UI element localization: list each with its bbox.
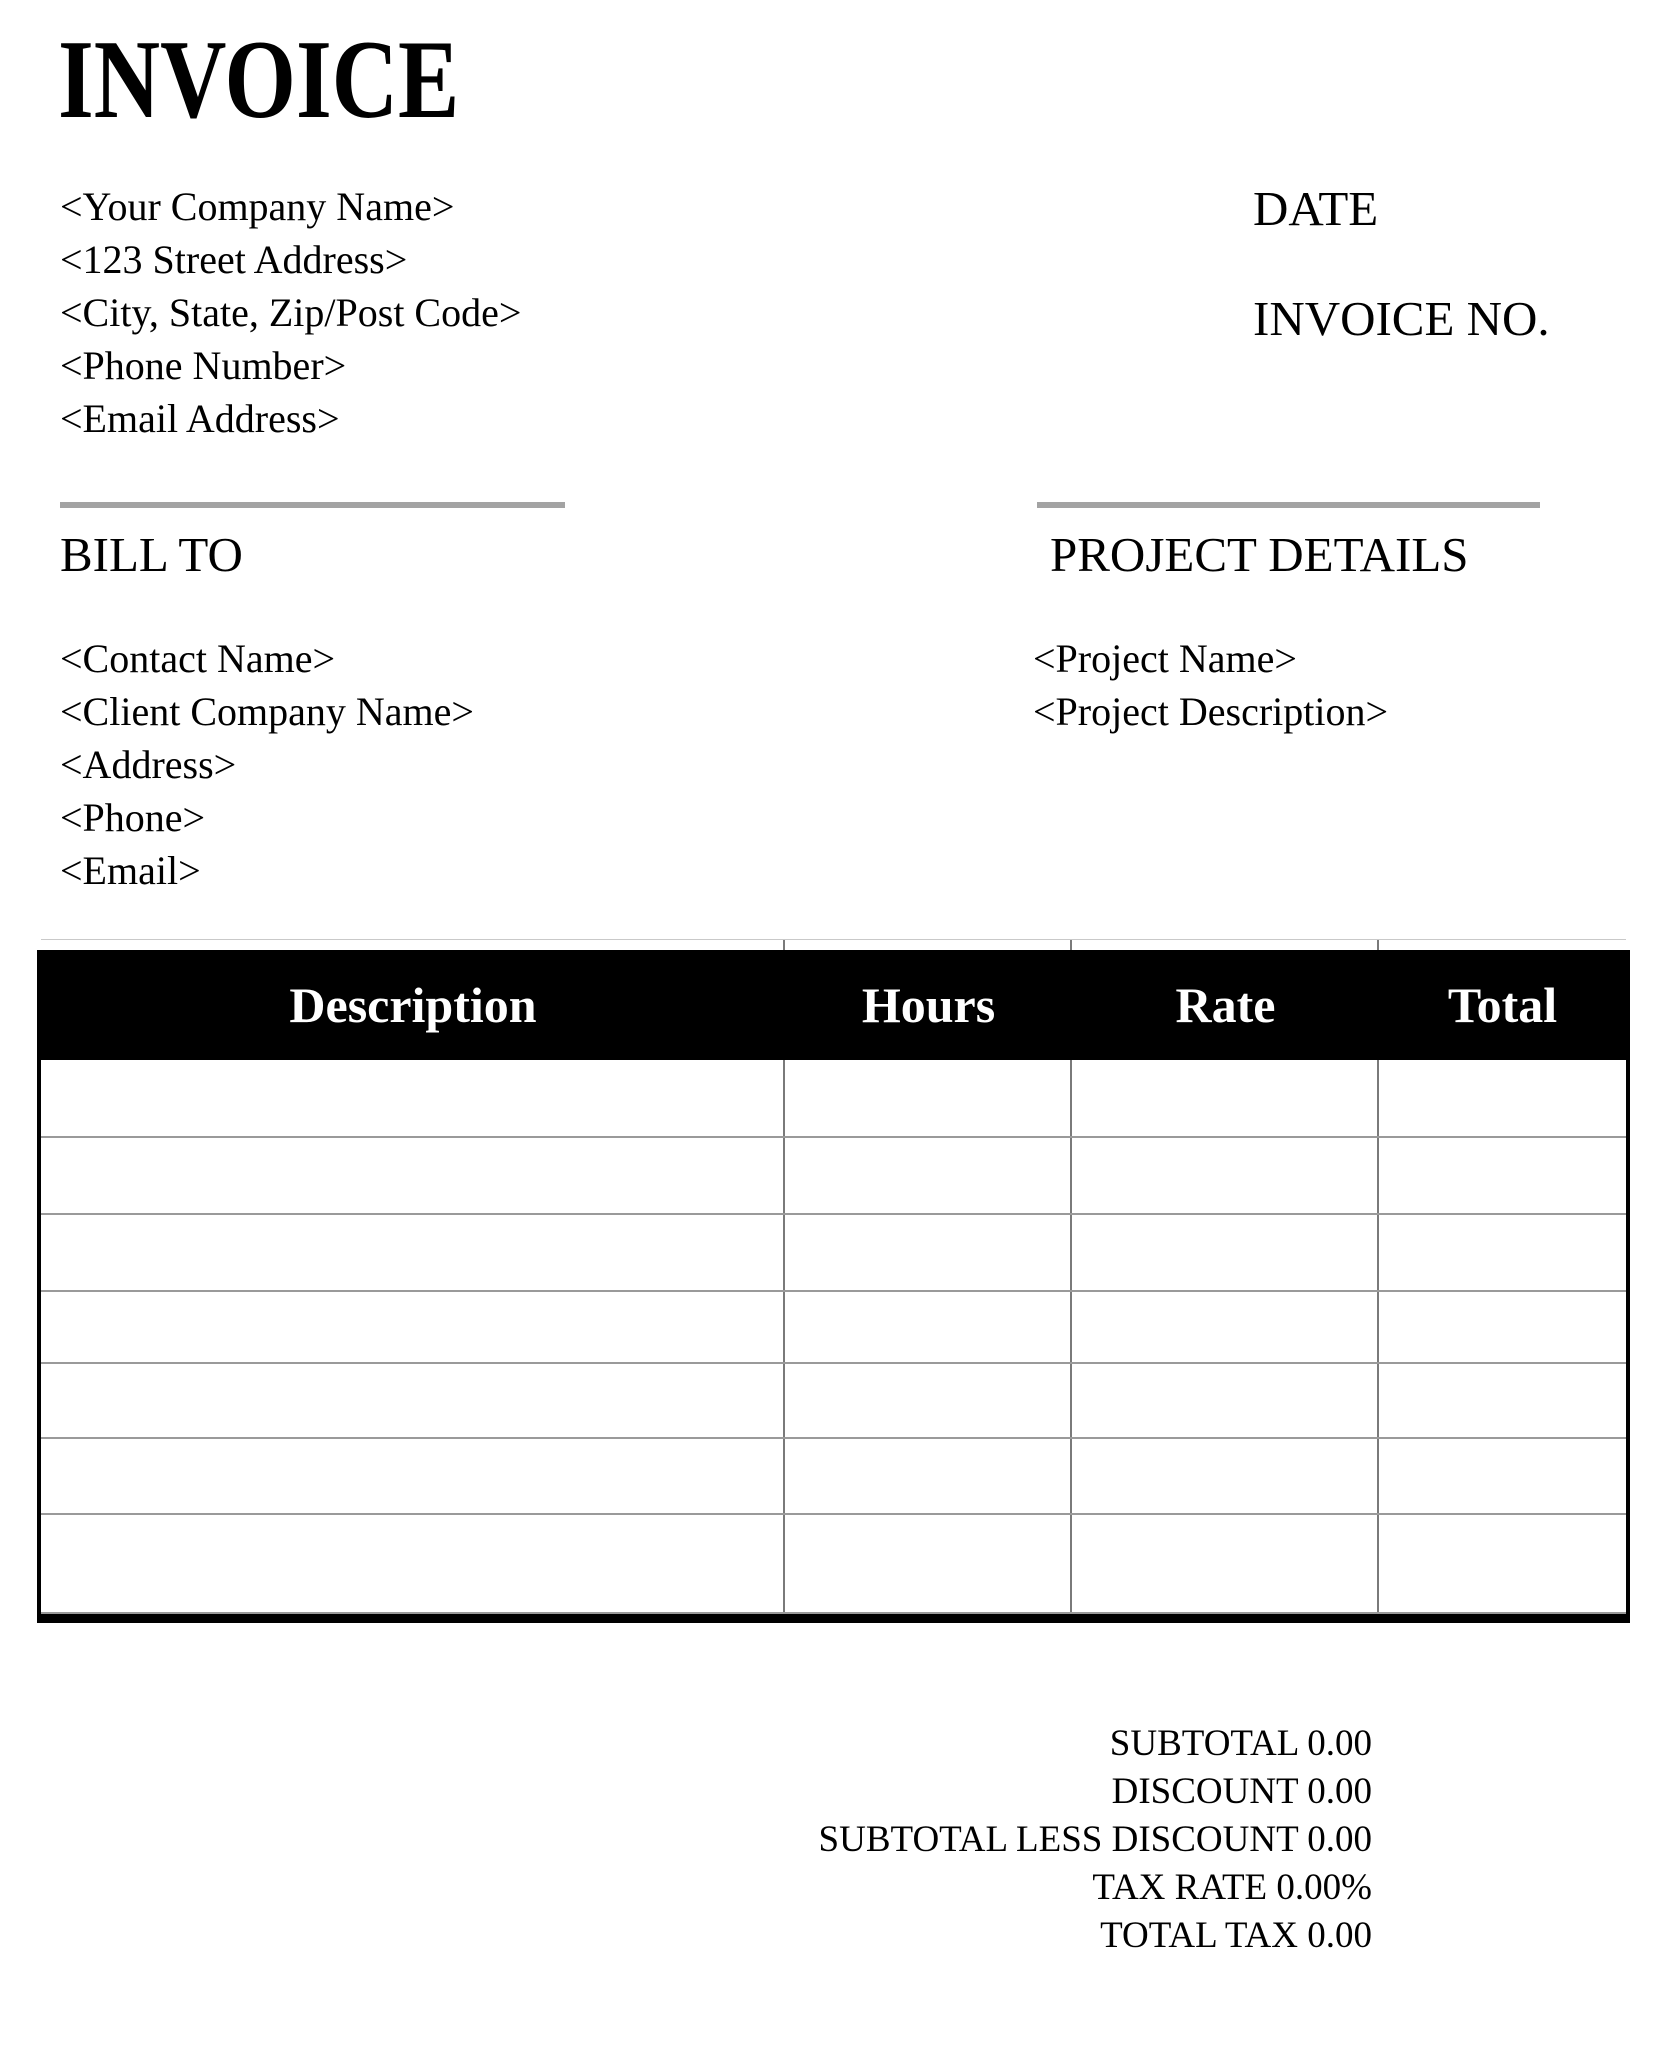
table-cell-rate (1072, 1292, 1379, 1362)
summary-value: 0.00% (1276, 1867, 1372, 1908)
summary-label: SUBTOTAL LESS DISCOUNT (818, 1819, 1298, 1860)
table-cell-total (1379, 1439, 1626, 1513)
company-info-block (60, 180, 521, 445)
table-cell-total (1379, 1292, 1626, 1362)
table-cell-total (1379, 1060, 1626, 1136)
table-cell-hours (785, 1060, 1072, 1136)
table-cell-description (41, 1439, 785, 1513)
table-cell-rate (1072, 1364, 1379, 1437)
project-description: <Project Description> (1033, 689, 1389, 734)
table-cell-total (1379, 1215, 1626, 1290)
table-cell-description (41, 1292, 785, 1362)
table-row (41, 1213, 1626, 1290)
table-top-strip-cell (1072, 940, 1379, 950)
table-cell-description (41, 1364, 785, 1437)
summary-line-total-tax (819, 1912, 1372, 1960)
summary-value: 0.00 (1307, 1915, 1372, 1956)
summary-label: TAX RATE (1092, 1867, 1268, 1908)
bill-to-block (60, 632, 474, 897)
company-name: <Your Company Name> (60, 184, 455, 229)
summary-line-subtotal-less-discount (819, 1816, 1372, 1864)
table-top-strip-cell (785, 940, 1072, 950)
totals-summary (819, 1720, 1372, 1960)
document-title: INVOICE (58, 18, 460, 142)
company-phone: <Phone Number> (60, 343, 347, 388)
table-row (41, 1136, 1626, 1213)
summary-value: 0.00 (1307, 1819, 1372, 1860)
project-details-block (1033, 632, 1388, 738)
project-details-heading: PROJECT DETAILS (1050, 527, 1469, 582)
table-top-strip (41, 939, 1626, 950)
bill-to-heading: BILL TO (60, 527, 243, 582)
table-row (41, 1060, 1626, 1136)
table-cell-description (41, 1215, 785, 1290)
bill-to-phone: <Phone> (60, 795, 206, 840)
table-cell-rate (1072, 1060, 1379, 1136)
line-items-table (37, 950, 1630, 1623)
table-cell-rate (1072, 1215, 1379, 1290)
table-cell-hours (785, 1439, 1072, 1513)
summary-label: SUBTOTAL (1109, 1723, 1298, 1764)
table-row (41, 1513, 1626, 1612)
summary-value: 0.00 (1307, 1723, 1372, 1764)
summary-line-subtotal (819, 1720, 1372, 1768)
project-name: <Project Name> (1033, 636, 1297, 681)
column-header-hours: Hours (861, 977, 996, 1033)
column-header-rate: Rate (1175, 977, 1276, 1033)
table-cell-description (41, 1060, 785, 1136)
table-cell-rate (1072, 1138, 1379, 1213)
divider-right (1037, 502, 1540, 508)
company-street: <123 Street Address> (60, 237, 408, 282)
bill-to-company: <Client Company Name> (60, 689, 474, 734)
divider-left (60, 502, 565, 508)
table-cell-rate (1072, 1439, 1379, 1513)
table-header-row (41, 950, 1626, 1060)
table-cell-total (1379, 1515, 1626, 1612)
table-row (41, 1290, 1626, 1362)
bill-to-email: <Email> (60, 848, 201, 893)
bill-to-contact: <Contact Name> (60, 636, 336, 681)
table-cell-hours (785, 1292, 1072, 1362)
column-header-total: Total (1447, 977, 1558, 1033)
table-row (41, 1612, 1626, 1614)
summary-value: 0.00 (1307, 1771, 1372, 1812)
invoice-number-label: INVOICE NO. (1253, 291, 1550, 346)
table-cell-hours (785, 1364, 1072, 1437)
bill-to-address: <Address> (60, 742, 237, 787)
summary-line-tax-rate (819, 1864, 1372, 1912)
table-cell-hours (785, 1138, 1072, 1213)
company-email: <Email Address> (60, 396, 340, 441)
summary-line-discount (819, 1768, 1372, 1816)
table-top-strip-cell (1379, 940, 1626, 950)
table-row (41, 1362, 1626, 1437)
table-cell-total (1379, 1364, 1626, 1437)
summary-label: DISCOUNT (1111, 1771, 1298, 1812)
table-row (41, 1437, 1626, 1513)
table-cell-description (41, 1138, 785, 1213)
table-cell-rate (1072, 1515, 1379, 1612)
company-city: <City, State, Zip/Post Code> (60, 290, 522, 335)
table-top-strip-cell (41, 940, 785, 950)
column-header-description: Description (289, 977, 537, 1033)
table-cell-hours (785, 1515, 1072, 1612)
summary-label: TOTAL TAX (1100, 1915, 1298, 1956)
table-cell-hours (785, 1215, 1072, 1290)
table-cell-description (41, 1515, 785, 1612)
date-label: DATE (1253, 181, 1379, 236)
table-cell-total (1379, 1138, 1626, 1213)
